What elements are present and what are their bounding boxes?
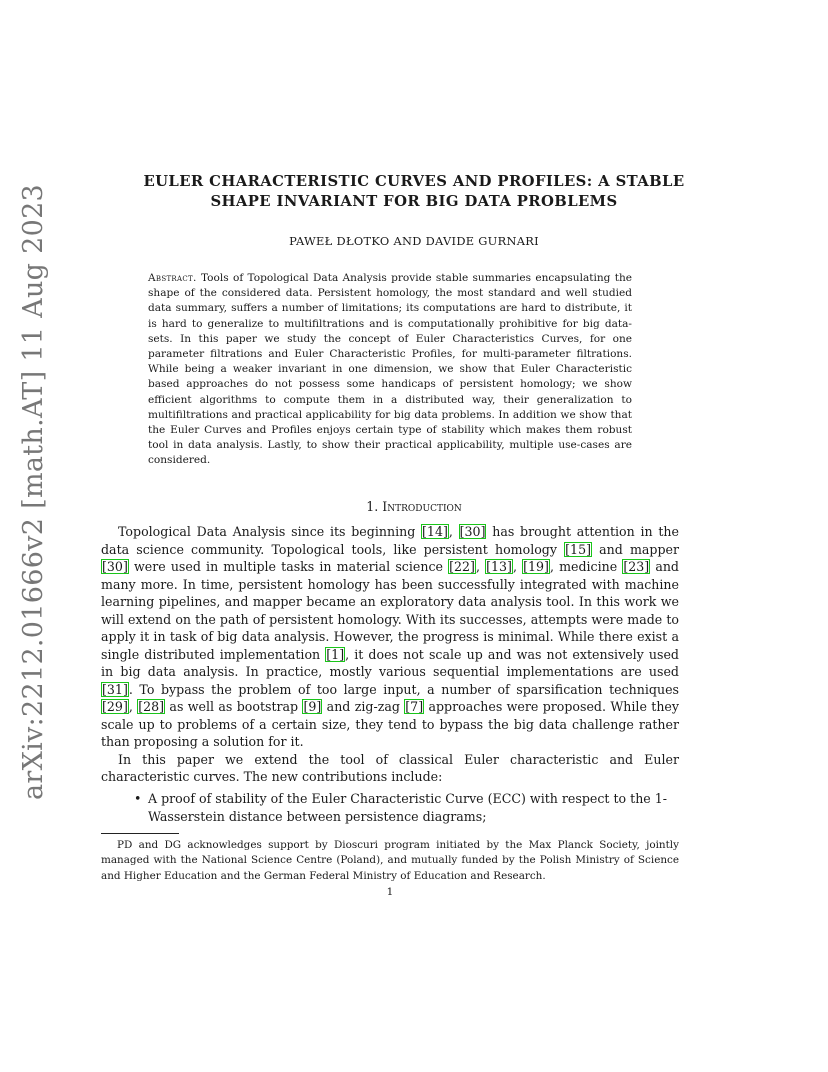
authors: PAWEŁ DŁOTKO AND DAVIDE GURNARI: [289, 234, 539, 248]
text-run: has brought attention in the data science community. Topological tools, like persistent homology: [101, 524, 679, 557]
contribution-list-item: [101, 790, 679, 825]
text-run: were used in multiple tasks in material science: [128, 559, 449, 574]
page-number: 1: [386, 886, 394, 898]
text-run: , medicine: [549, 559, 623, 574]
citation-link[interactable]: [31]: [102, 681, 128, 697]
intro-paragraph-2: In this paper we extend the tool of classical Euler characteristic and Euler characteristic curves. The new contributions include:: [101, 751, 679, 784]
citation-link[interactable]: [15]: [565, 541, 591, 557]
contribution-text: A proof of stability of the Euler Characteristic Curve (ECC) with respect to the 1-Wasserstein distance between persistence diagrams;: [148, 791, 668, 824]
text-run: and zig-zag: [322, 699, 405, 714]
text-run: and mapper: [592, 541, 680, 557]
citation-link[interactable]: [28]: [138, 699, 165, 714]
citation-link[interactable]: [29]: [102, 699, 128, 714]
section-heading: [110, 499, 718, 514]
text-run: ,: [448, 524, 459, 539]
citation-link[interactable]: [19]: [523, 559, 549, 574]
footnote: [101, 838, 679, 884]
text-run: approaches were proposed. While they scale up to problems of a certain size, they tend to bypass the big data challenge rather than proposing a solution for it.: [101, 699, 679, 749]
citation-link[interactable]: [9]: [303, 699, 322, 714]
citation-link[interactable]: [7]: [405, 699, 424, 714]
text-run: ,: [512, 559, 523, 574]
footnote-rule: [101, 833, 179, 834]
paper-title: [110, 172, 718, 212]
text-run: , it does not scale up and was not extensively used in big data analysis. In practice, mostly various sequential implementations are used: [101, 646, 679, 679]
text-run: ,: [128, 699, 138, 714]
intro-paragraph-1: [101, 523, 679, 751]
footnote-text: PD and DG acknowledges support by Dioscuri program initiated by the Max Planck Society, jointly managed with the National Science Centre (Poland), and mutually funded by the Polish Ministry of Science and Higher Education and the German Federal Ministry of Education and Research.: [101, 839, 679, 882]
text-run: ,: [475, 559, 486, 574]
citation-link[interactable]: [23]: [623, 559, 650, 574]
title-line-2: SHAPE INVARIANT FOR BIG DATA PROBLEMS: [210, 193, 618, 210]
abstract: [148, 271, 632, 469]
section-title: Introduction: [382, 499, 462, 514]
citation-link[interactable]: [14]: [422, 524, 448, 539]
arxiv-identifier: arXiv:2212.01666v2 [math.AT] 11 Aug 2023: [18, 183, 49, 800]
abstract-label: Abstract.: [148, 272, 197, 284]
text-run: as well as bootstrap: [165, 699, 303, 714]
citation-link[interactable]: [30]: [102, 559, 128, 574]
citation-link[interactable]: [22]: [449, 559, 475, 574]
citation-link[interactable]: [13]: [486, 559, 512, 574]
body-text: [101, 523, 679, 786]
text-run: Topological Data Analysis since its beginning: [118, 524, 422, 539]
text-run: . To bypass the problem of too large input, a number of sparsification techniques: [128, 681, 679, 697]
title-line-1: EULER CHARACTERISTIC CURVES AND PROFILES: A STABLE: [143, 173, 685, 190]
bullet-marker: •: [134, 791, 142, 806]
citation-link[interactable]: [30]: [459, 524, 486, 539]
text-run: and many more. In time, persistent homology has been successfully integrated with machine learning pipelines, and mapper became an exploratory data analysis tool. In this work we will extend on the path of persistent homology. With its successes, attempts were made to apply it in task of big data analysis. However, the progress is minimal. While there exist a single distributed implementation: [101, 559, 679, 662]
abstract-text: Tools of Topological Data Analysis provide stable summaries encapsulating the shape of the considered data. Persistent homology, the most standard and well studied data summary, suffers a number of limitations; its computations are hard to distribute, it is hard to generalize to multifiltrations and is computationally prohibitive for big data-sets. In this paper we study the concept of Euler Characteristics Curves, for one parameter filtrations and Euler Characteristic Profiles, for multi-parameter filtrations. While being a weaker invariant in one dimension, we show that Euler Characteristic based approaches do not possess some handicaps of persistent homology; we show efficient algorithms to compute them in a distributed way, their generalization to multifiltrations and practical applicability for big data problems. In addition we show that the Euler Curves and Profiles enjoys certain type of stability which makes them robust tool in data analysis. Lastly, to show their practical applicability, multiple use-cases are considered.: [148, 272, 632, 467]
citation-link[interactable]: [1]: [326, 646, 345, 662]
section-number: 1.: [366, 499, 379, 514]
